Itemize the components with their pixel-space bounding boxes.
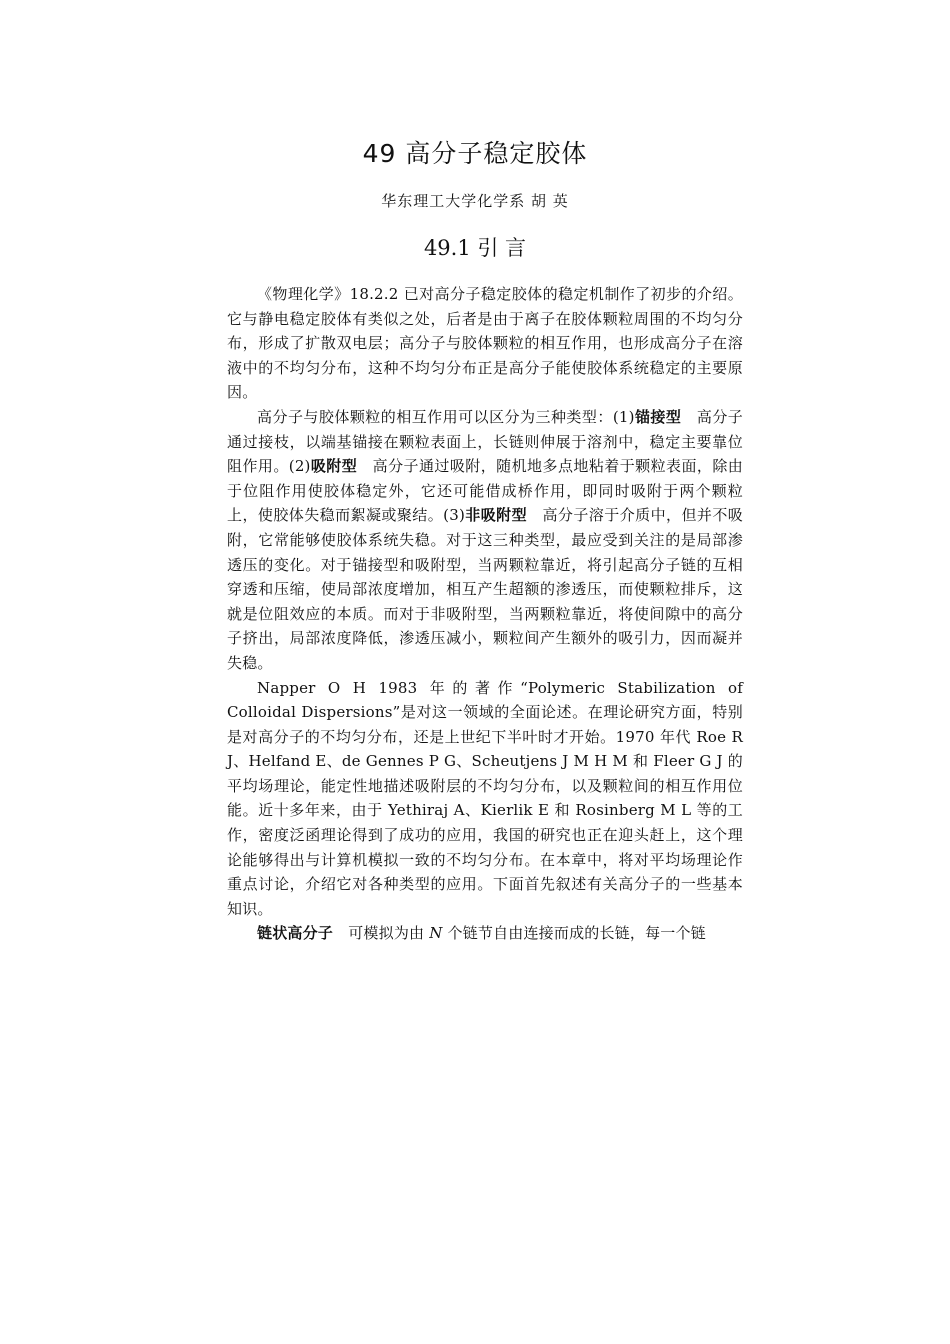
- paragraph-2-intro: 高分子与胶体颗粒的相互作用可以区分为三种类型：(1): [257, 407, 635, 426]
- paragraph-1: 《物理化学》18.2.2 已对高分子稳定胶体的稳定机制作了初步的介绍。它与静电稳定胶体有类似之处，后者是由于离子在胶体颗粒周围的不均匀分布，形成了扩散双电层；高分子与胶体颗粒的相互作用，也形成高分子在溶液中的不均匀分布，这种不均匀分布正是高分子能使胶体系统稳定的主要原因。: [227, 285, 743, 402]
- term-nonadsorbed-type: 非吸附型: [465, 506, 528, 525]
- term-chain-polymer: 链状高分子: [257, 924, 334, 943]
- paragraph-2-text-1: 高分子通过接枝，以端基锚接在颗粒表面上，长链则伸展于溶剂中，稳定主要靠位阻作用。(2): [227, 407, 743, 476]
- term-adsorbed-type: 吸附型: [310, 457, 358, 476]
- paragraph-4-text-after: 个链节自由连接而成的长链，每一个链: [442, 924, 706, 943]
- paragraph-4: [227, 921, 743, 946]
- chapter-title: 49 高分子稳定胶体: [362, 139, 588, 168]
- paragraph-2-text-3: 高分子溶于介质中，但并不吸附，它常能够使胶体系统失稳。对于这三种类型，最应受到关注的是局部渗透压的变化。对于锚接型和吸附型，当两颗粒靠近，将引起高分子链的互相穿透和压缩，使局部浓度增加，相互产生超额的渗透压，而使颗粒排斥，这就是位阻效应的本质。而对于非吸附型，当两颗粒靠近，将使间隙中的高分子挤出，局部浓度降低，渗透压减小，颗粒间产生额外的吸引力，因而凝并失稳。: [227, 506, 743, 672]
- section-heading: 49.1 引 言: [423, 236, 527, 260]
- variable-n: N: [429, 924, 443, 943]
- paragraph-2-text-2: 高分子通过吸附，随机地多点地粘着于颗粒表面，除由于位阻作用使胶体稳定外，它还可能借成桥作用，即同时吸附于两个颗粒上，使胶体失稳而絮凝或聚结。(3): [227, 457, 743, 525]
- body-text: [227, 282, 743, 946]
- term-anchored-type: 锚接型: [634, 407, 682, 426]
- paragraph-4-text-before: 可模拟为由: [333, 924, 430, 943]
- author-affiliation: 华东理工大学化学系 胡 英: [381, 192, 569, 210]
- paragraph-2: [227, 405, 743, 676]
- paragraph-3: Napper O H 1983 年的著作“Polymeric Stabilization of Colloidal Dispersions”是对这一领域的全面论述。在理论研究方面，特别是对高分子的不均匀分布，还是上世纪下半叶时才开始。1970 年代 Roe R J、Helfand E、de Gennes P G、Scheutjens J M H M 和 Fleer G J 的平均场理论，能定性地描述吸附层的不均匀分布，以及颗粒间的相互作用位能。近十多年来，由于 Yethiraj A、Kierlik E 和 Rosinberg M L 等的工作，密度泛函理论得到了成功的应用，我国的研究也正在迎头赶上，这个理论能够得出与计算机模拟一致的不均匀分布。在本章中，将对平均场理论作重点讨论，介绍它对各种类型的应用。下面首先叙述有关高分子的一些基本知识。: [227, 678, 743, 918]
